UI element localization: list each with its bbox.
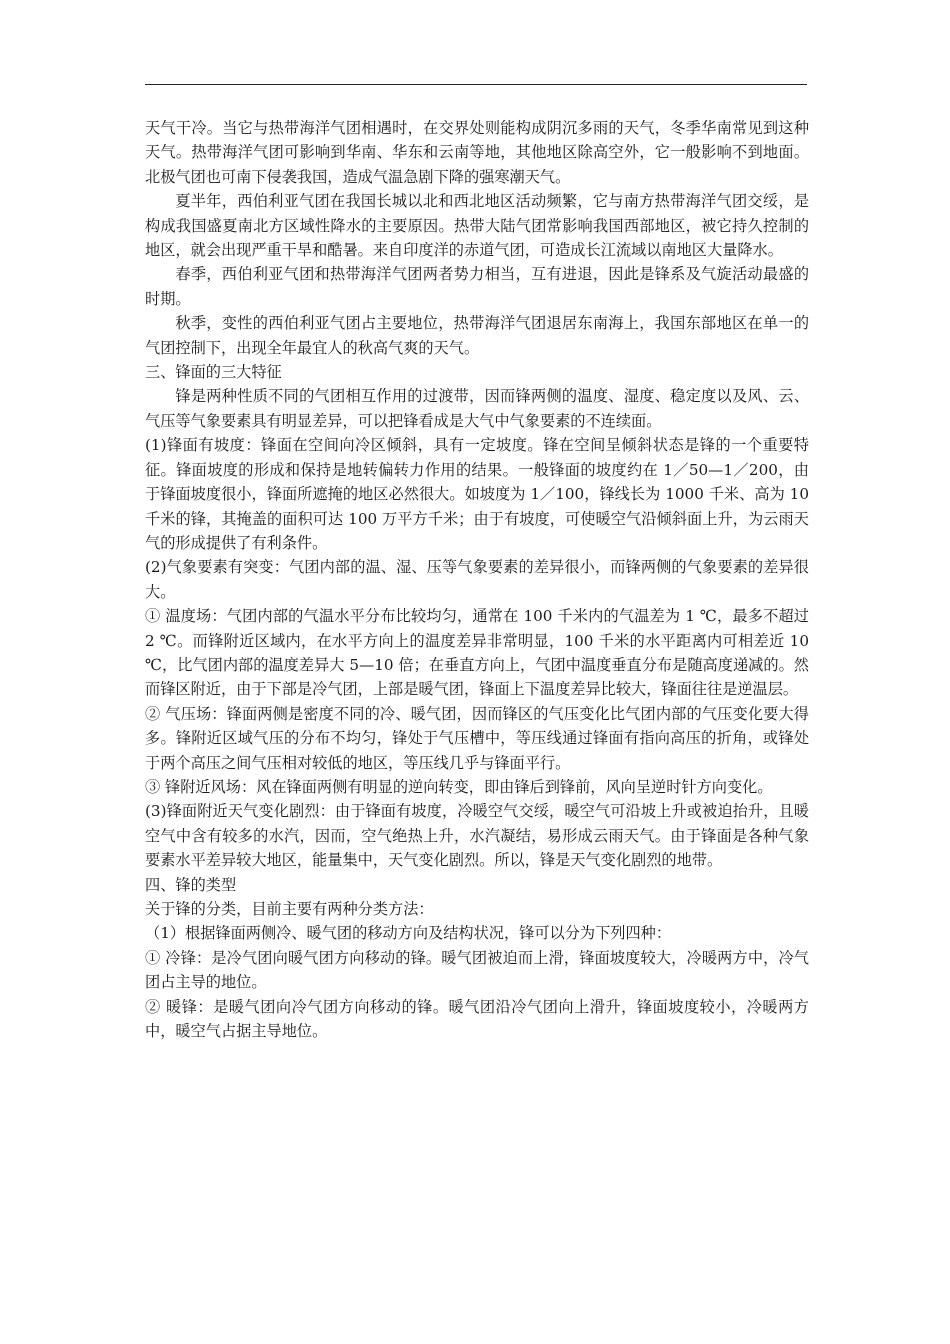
paragraph-pressure-field: ② 气压场：锋面两侧是密度不同的冷、暖气团，因而锋区的气压变化比气团内部的气压变化要大得多。锋附近区域气压的分布不均匀，锋处于气压槽中，等压线通过锋面有指向高压的折角，或锋处于两个高压之间气压相对较低的地区，等压线几乎与锋面平行。 — [145, 704, 809, 772]
paragraph-cold-front: ① 冷锋：是冷气团向暖气团方向移动的锋。暖气团被迫而上滑，锋面坡度较大，冷暖两方中，冷气团占主导的地位。 — [145, 948, 809, 992]
paragraph-warm-front: ② 暖锋：是暖气团向冷气团方向移动的锋。暖气团沿冷气团向上滑升，锋面坡度较小，冷暖两方中，暖空气占据主导地位。 — [145, 997, 809, 1041]
paragraph-classification-intro: 关于锋的分类，目前主要有两种分类方法： — [145, 900, 434, 918]
paragraph-element-jump: (2)气象要素有突变：气团内部的温、湿、压等气象要素的差异很小，而锋两侧的气象要素的差异很大。 — [145, 558, 809, 601]
paragraph-spring: 春季，西伯利亚气团和热带海洋气团两者势力相当，互有进退，因此是锋系及气旋活动最盛的时期。 — [145, 265, 809, 308]
paragraph-weather-change: (3)锋面附近天气变化剧烈：由于锋面有坡度，冷暖空气交绥，暖空气可沿坡上升或被迫抬升，且暖空气中含有较多的水汽，因而，空气绝热上升，水汽凝结，易形成云雨天气。由于锋面是各种气象要素水平差异较大地区，能量集中，天气变化剧烈。所以，锋是天气变化剧烈的地带。 — [145, 802, 809, 870]
section-heading-front-features: 三、锋面的三大特征 — [145, 363, 282, 382]
document-body — [145, 116, 809, 1043]
paragraph-summer: 夏半年，西伯利亚气团在我国长城以北和西北地区活动频繁，它与南方热带海洋气团交绥，是构成我国盛夏南北方区域性降水的主要原因。热带大陆气团常影响我国西部地区，被它持久控制的地区，就会出现严重干旱和酷暑。来自印度洋的赤道气团，可造成长江流域以南地区大量降水。 — [145, 192, 809, 260]
paragraph-air-mass-winter: 天气干冷。当它与热带海洋气团相遇时，在交界处则能构成阴沉多雨的天气，冬季华南常见到这种天气。热带海洋气团可影响到华南、华东和云南等地，其他地区除高空外，它一般影响不到地面。北极气团也可南下侵袭我国，造成气温急剧下降的强寒潮天气。 — [145, 119, 809, 186]
paragraph-front-definition: 锋是两种性质不同的气团相互作用的过渡带，因而锋两侧的温度、湿度、稳定度以及风、云、气压等气象要素具有明显差异，可以把锋看成是大气中气象要素的不连续面。 — [145, 387, 809, 430]
paragraph-autumn: 秋季，变性的西伯利亚气团占主要地位，热带海洋气团退居东南海上，我国东部地区在单一的气团控制下，出现全年最宜人的秋高气爽的天气。 — [145, 314, 809, 357]
paragraph-temperature-field: ① 温度场：气团内部的气温水平分布比较均匀，通常在 100 千米内的气温差为 1 ℃，最多不超过 2 ℃。而锋附近区域内，在水平方向上的温度差异非常明显，100 千米的水平距离内可相差近 10 ℃，比气团内部的温度差异大 5—10 倍；在垂直方向上，气团中温度垂直分布是随高度递减的。然而锋区附近，由于下部是冷气团，上部是暖气团，锋面上下温度差异比较大，锋面往往是逆温层。 — [145, 607, 809, 699]
paragraph-classification-method-1: （1）根据锋面两侧冷、暖气团的移动方向及结构状况，锋可以分为下列四种： — [145, 924, 672, 943]
paragraph-wind-field: ③ 锋附近风场：风在锋面两侧有明显的逆向转变，即由锋后到锋前，风向呈逆时针方向变化。 — [145, 777, 773, 796]
header-rule — [145, 84, 807, 85]
paragraph-front-slope: (1)锋面有坡度：锋面在空间向冷区倾斜，具有一定坡度。锋在空间呈倾斜状态是锋的一个重要特征。锋面坡度的形成和保持是地转偏转力作用的结果。一般锋面的坡度约在 1／50—1／200，由于锋面坡度很小，锋面所遮掩的地区必然很大。如坡度为 1／100，锋线长为 1000 千米、高为 10 千米的锋，其掩盖的面积可达 100 万平方千米；由于有坡度，可使暖空气沿倾斜面上升，为云雨天气的形成提供了有利条件。 — [145, 436, 809, 552]
section-heading-front-types: 四、锋的类型 — [145, 875, 237, 894]
